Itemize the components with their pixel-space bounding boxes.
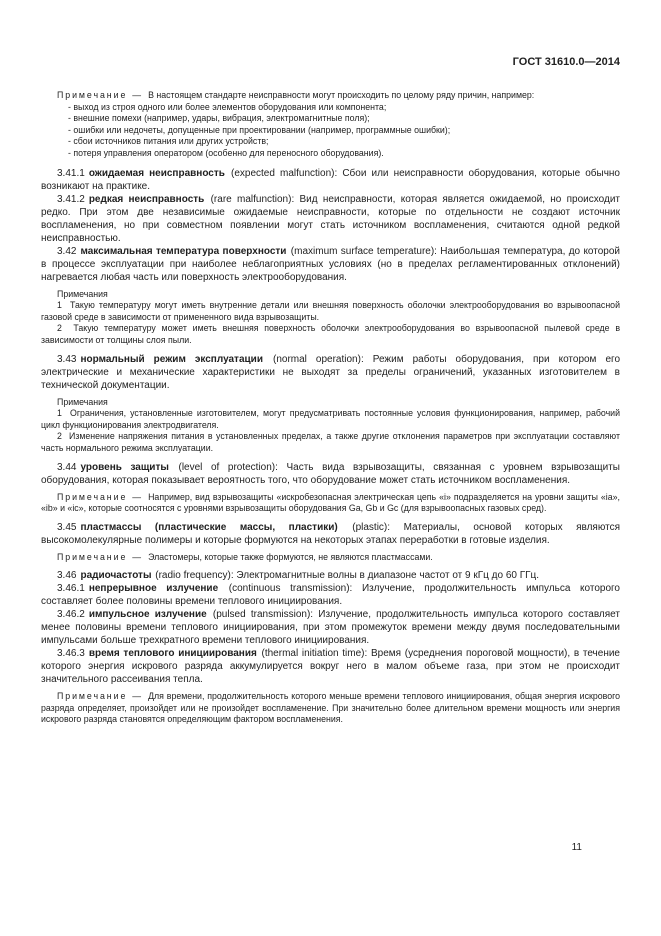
term-definition: (plastic): Материалы, основой которых являются высокомолекулярные полимеры и которые формуются на некоторых этапах переработки в готовые изделия. (41, 521, 621, 546)
notes-label: Примечания (57, 396, 108, 407)
term-number: 3.46 (57, 570, 77, 582)
term-title: непрерывное излучение (88, 583, 219, 595)
doc-code-header: ГОСТ 31610.0—2014 (512, 56, 620, 68)
note-list-item: - выход из строя одного или более элементов оборудования или компонента; (68, 101, 387, 112)
term-number: 3.46.3 (57, 648, 85, 660)
note-list-item: - внешние помехи (например, удары, вибрация, электромагнитные поля); (68, 113, 370, 124)
term-3-43 (41, 353, 620, 392)
term-3-46-1 (41, 582, 620, 608)
term-3-46-2 (41, 608, 620, 647)
term-3-46 (41, 569, 620, 582)
note-block-3-46 (41, 691, 620, 726)
term-definition: (radio frequency): Электромагнитные волны в диапазоне частот от 9 кГц до 60 ГГц. (155, 570, 540, 582)
note-dash: — (132, 691, 142, 702)
term-number: 3.41.1 (57, 167, 85, 179)
note-text: В настоящем стандарте неисправности могут происходить по целому ряду причин, например: (148, 90, 535, 100)
note-numbered-item: 2 Такую температуру может иметь внешняя поверхность оболочки электрооборудования во взрывоопасной пылевой среде в зависимости от толщины слоя пыли. (41, 323, 620, 345)
term-title: максимальная температура поверхности (80, 245, 287, 257)
term-definition: (expected malfunction): Сбои или неисправности оборудования, которые обычно возникают на практике. (41, 167, 620, 192)
term-3-42 (41, 245, 620, 284)
notes-block-3-43 (41, 397, 620, 455)
note-text: Например, вид взрывозащиты «искробезопасная электрическая цепь «i» подразделяется на уровни защиты «ia», «ib» и «ic», которые соотносятся с уровнями взрывозащиты оборудования Ga, Gb и Gc (для взрывоопасных газовых сред). (41, 491, 620, 514)
note-lead (41, 552, 620, 564)
term-number: 3.41.2 (57, 193, 85, 205)
note-dash: — (132, 90, 142, 100)
term-definition: (thermal initiation time): Время (усреднения пороговой мощности), в течение которого энергия искрового разряда аккумулируется вокруг него в малом объеме газа, при этом не происходит значительного рассеивания тепла. (41, 648, 620, 686)
term-number: 3.45 (57, 521, 77, 533)
term-title: пластмассы (пластические массы, пластики) (80, 521, 338, 533)
term-number: 3.43 (57, 353, 77, 365)
page-number: 11 (571, 842, 582, 853)
note-lead (41, 691, 620, 726)
term-3-46-3 (41, 647, 620, 686)
note-label: Примечание (57, 491, 128, 502)
term-3-41-1 (41, 167, 620, 193)
notes-block-3-42 (41, 289, 620, 347)
note-block-3-44 (41, 492, 620, 515)
term-definition: (level of protection): Часть вида взрывозащиты, связанная с уровнем взрывозащиты оборудования, которая показывает вероятность того, что оборудование может стать источником воспламенения. (41, 461, 620, 486)
term-definition: (rare malfunction): Вид неисправности, которая является ожидаемой, но происходит редко. При этом две независимые ожидаемые неисправности, которые по отдельности не создают источник воспламенения, но при совместном появлении могут стать источником воспламенения, считаются одной редкой неисправностью. (41, 193, 620, 244)
term-definition: (pulsed transmission): Излучение, продолжительность импульса которого составляет менее половины времени теплового инициирования, при этом промежуток времени между двумя последовательными импульсами больше трехкратного времени теплового инициирования. (41, 609, 620, 647)
note-text: Эластомеры, которые также формуются, не являются пластмассами. (148, 551, 433, 562)
term-title: редкая неисправность (88, 193, 205, 205)
term-number: 3.42 (57, 245, 77, 257)
term-definition: (maximum surface temperature): Наибольшая температура, до которой в процессе эксплуатации при наиболее неблагоприятных условиях (но в пределах регламентированных отклонений) нагревается любая часть или поверхность электрооборудования. (41, 245, 621, 283)
note-text: Для времени, продолжительность которого меньше времени теплового инициирования, общая энергия искрового разряда определяет, произойдет или не произойдет воспламенение. При значительно более длительном времени мощность или энергия искрового разряда становятся определяющим фактором воспламенения. (41, 691, 620, 725)
term-3-45 (41, 521, 620, 547)
term-title: уровень защиты (80, 461, 169, 473)
note-label: Примечание (57, 90, 128, 100)
term-title: время теплового инициирования (88, 648, 257, 660)
term-3-41-2 (41, 193, 620, 245)
term-definition: (normal operation): Режим работы оборудования, при котором его электрические и механические характеристики не выходят за пределы ограничений, указанных изготовителем в технической документации. (41, 353, 621, 391)
note-list-item: - потеря управления оператором (особенно для переносного оборудования). (68, 147, 384, 158)
note-lead (41, 90, 620, 102)
term-title: импульсное излучение (88, 609, 207, 621)
note-numbered-item: 1 Ограничения, установленные изготовителем, могут предусматривать постоянные условия функционирования, например, рабочий цикл функционирования электродвигателя. (41, 408, 620, 430)
note-label: Примечание (57, 551, 128, 562)
term-title: ожидаемая неисправность (88, 167, 225, 179)
term-number: 3.46.2 (57, 609, 85, 621)
term-definition: (continuous transmission): Излучение, продолжительность импульса которого составляет более половины времени теплового инициирования. (41, 583, 620, 608)
note-block-malfunction-causes (41, 90, 620, 160)
term-number: 3.46.1 (57, 583, 85, 595)
term-title: радиочастоты (80, 570, 152, 582)
term-title: нормальный режим эксплуатации (80, 353, 263, 365)
note-block-3-45 (41, 552, 620, 564)
term-number: 3.44 (57, 461, 77, 473)
note-list-item: - сбои источников питания или других устройств; (68, 136, 269, 147)
note-list-item: - ошибки или недочеты, допущенные при проектировании (например, программные ошибки); (68, 124, 451, 135)
notes-label: Примечания (57, 288, 108, 299)
note-dash: — (132, 491, 142, 502)
note-label: Примечание (57, 691, 128, 702)
note-dash: — (132, 551, 142, 562)
note-lead (41, 492, 620, 515)
note-numbered-item: 1 Такую температуру могут иметь внутренние детали или внешняя поверхность оболочки электрооборудования во взрывоопасной газовой среде в зависимости от примененного вида взрывозащиты. (41, 300, 620, 322)
term-3-44 (41, 461, 620, 487)
note-numbered-item: 2 Изменение напряжения питания в установленных пределах, а также другие отклонения параметров при эксплуатации составляют часть нормального режима эксплуатации. (41, 431, 620, 453)
